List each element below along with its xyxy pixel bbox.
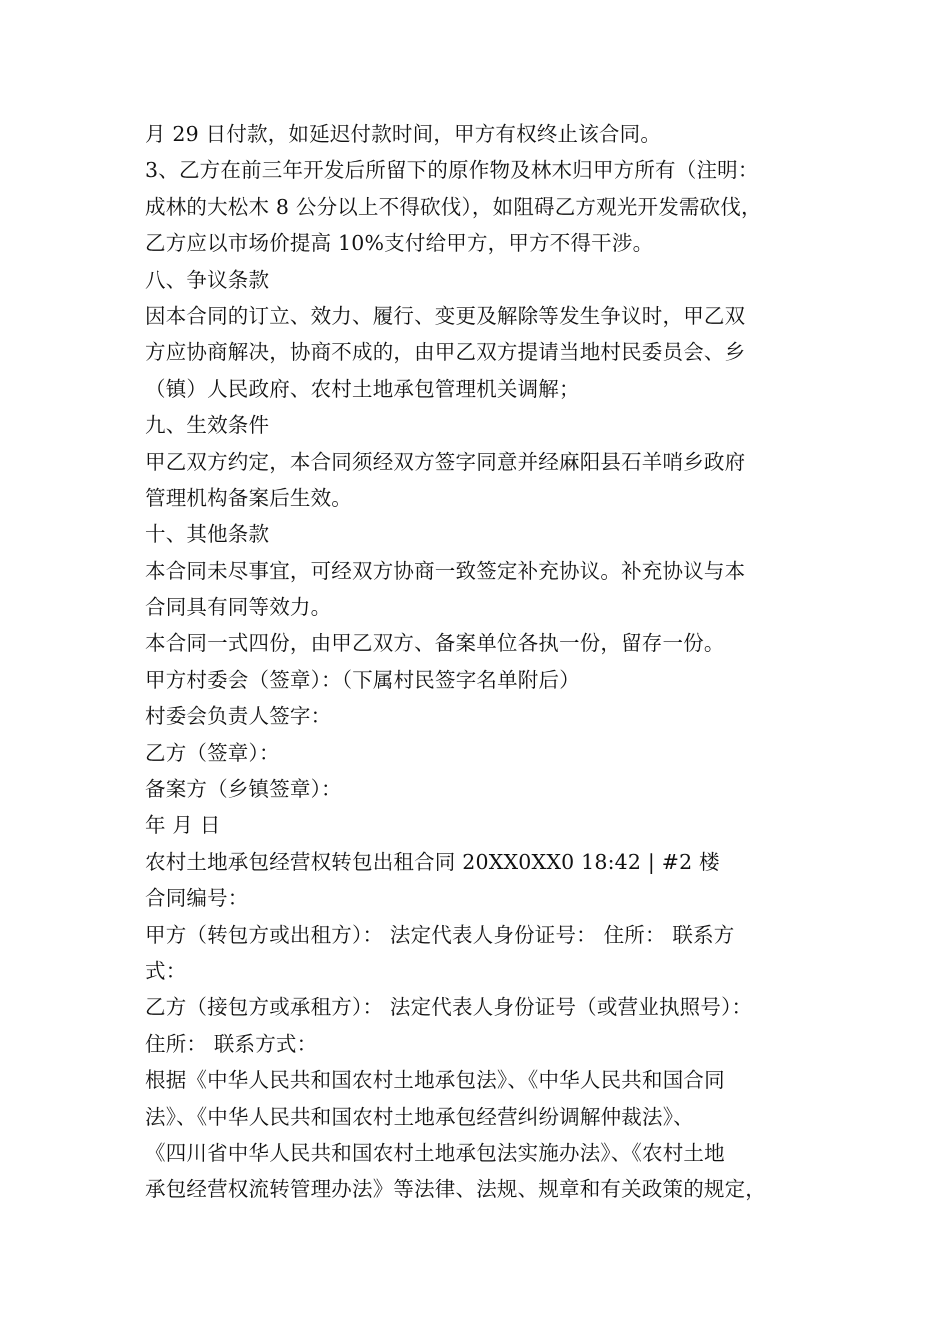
text-line: （镇）人民政府、农村土地承包管理机关调解；: [145, 376, 580, 401]
text-line: 法》、《中华人民共和国农村土地承包经营纠纷调解仲裁法》、: [145, 1104, 694, 1129]
post-header: 农村土地承包经营权转包出租合同 20XX0XX0 18:42 | #2 楼: [145, 849, 720, 874]
signature-line: 乙方（签章）：: [145, 740, 280, 765]
text-line: 方应协商解决，协商不成的，由甲乙双方提请当地村民委员会、乡: [145, 340, 746, 365]
text-line: 成林的大松木 8 公分以上不得砍伐），如阻碍乙方观光开发需砍伐，: [145, 194, 762, 219]
date-line: 年 月 日: [145, 813, 221, 838]
signature-line: 备案方（乡镇签章）：: [145, 777, 342, 802]
signature-line: 甲方村委会（签章）：（下属村民签字名单附后）: [145, 667, 580, 692]
text-line: 管理机构备案后生效。: [145, 485, 352, 510]
text-line: 甲方（转包方或出租方）： 法定代表人身份证号： 住所： 联系方: [145, 922, 735, 947]
text-line: 住所： 联系方式：: [145, 1031, 318, 1056]
contract-number: 合同编号：: [145, 886, 249, 911]
text-line: 本合同一式四份，由甲乙双方、备案单位各执一份，留存一份。: [145, 631, 725, 656]
text-line: 甲乙双方约定，本合同须经双方签字同意并经麻阳县石羊哨乡政府: [145, 449, 746, 474]
section-heading: 十、其他条款: [145, 522, 270, 547]
text-line: 承包经营权流转管理办法》等法律、法规、规章和有关政策的规定，: [145, 1177, 766, 1202]
text-line: 《四川省中华人民共和国农村土地承包法实施办法》、《农村土地: [145, 1140, 725, 1165]
section-heading: 八、争议条款: [145, 267, 270, 292]
document-body: [145, 116, 825, 1208]
text-line: 本合同未尽事宜，可经双方协商一致签定补充协议。补充协议与本: [145, 558, 746, 583]
text-line: 乙方（接包方或承租方）： 法定代表人身份证号（或营业执照号）：: [145, 995, 753, 1020]
text-line: 根据《中华人民共和国农村土地承包法》、《中华人民共和国合同: [145, 1068, 725, 1093]
text-line: 因本合同的订立、效力、履行、变更及解除等发生争议时，甲乙双: [145, 303, 746, 328]
text-line: 式：: [145, 958, 187, 983]
section-heading: 九、生效条件: [145, 413, 270, 438]
signature-line: 村委会负责人签字：: [145, 704, 332, 729]
text-line: 乙方应以市场价提高 10%支付给甲方，甲方不得干涉。: [145, 231, 654, 256]
text-line: 3、乙方在前三年开发后所留下的原作物及林木归甲方所有（注明：: [145, 158, 759, 183]
text-line: 月 29 日付款，如延迟付款时间，甲方有权终止该合同。: [145, 122, 662, 146]
text-line: 合同具有同等效力。: [145, 595, 332, 620]
